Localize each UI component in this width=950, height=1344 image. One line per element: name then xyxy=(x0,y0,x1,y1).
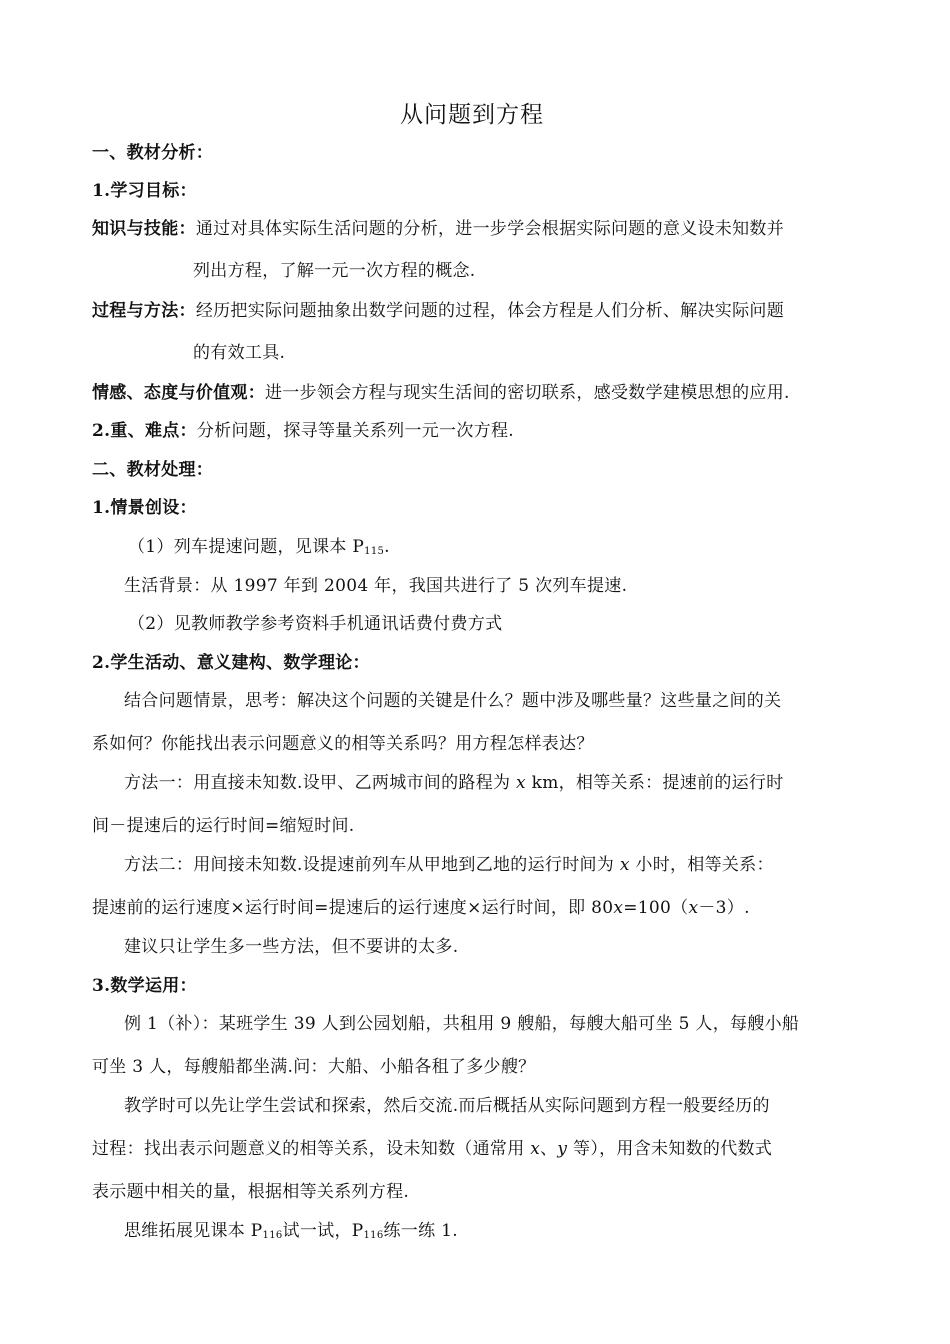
method-1-line-2: 间－提速后的运行时间=缩短时间. xyxy=(92,816,355,836)
teaching-separator: 、 xyxy=(540,1139,558,1159)
page-ref-subscript: 115 xyxy=(364,546,385,557)
teaching-text-a: 过程：找出表示问题意义的相等关系，设未知数（通常用 xyxy=(92,1139,531,1159)
keypoints-label: 2.重、难点： xyxy=(92,421,197,441)
extension-text-b: 试一试，P xyxy=(282,1221,364,1241)
process-line-1 xyxy=(92,300,784,322)
variable-x: x xyxy=(688,898,699,918)
subsection-heading-learning-goals: 1.学习目标： xyxy=(92,181,197,201)
process-label: 过程与方法： xyxy=(92,301,196,321)
keypoints-text: 分析问题，探寻等量关系列一元一次方程. xyxy=(196,421,514,441)
page-ref-subscript: 116 xyxy=(262,1230,283,1241)
extension-text-c: 练一练 1. xyxy=(383,1221,458,1241)
example-line-2: 可坐 3 人，每艘船都坐满.问：大船、小船各租了多少艘？ xyxy=(92,1057,536,1077)
emotion-text: 进一步领会方程与现实生活间的密切联系，感受数学建模思想的应用. xyxy=(265,383,790,403)
section-heading-2: 二、教材处理： xyxy=(92,460,214,480)
emotion-label: 情感、态度与价值观： xyxy=(92,383,265,403)
suggestion-line: 建议只让学生多一些方法，但不要讲的太多. xyxy=(124,937,459,957)
method-2-text-a: 方法二：用间接未知数.设提速前列车从甲地到乙地的运行时间为 xyxy=(124,855,620,875)
page-title: 从问题到方程 xyxy=(400,102,544,128)
teaching-line-1: 教学时可以先让学生尝试和探索，然后交流.而后概括从实际问题到方程一般要经历的 xyxy=(124,1096,770,1116)
knowledge-line-2: 列出方程，了解一元一次方程的概念. xyxy=(193,261,476,281)
method-2-line-2 xyxy=(92,897,750,919)
variable-x: x xyxy=(613,898,624,918)
method-1-line-1 xyxy=(124,772,784,794)
emotion-line xyxy=(92,382,790,404)
method-2-equation-text-a: 提速前的运行速度×运行时间=提速后的运行速度×运行时间，即 80 xyxy=(92,898,614,918)
scenario-item-1 xyxy=(128,536,390,558)
variable-x: x xyxy=(516,773,526,793)
teaching-line-2 xyxy=(92,1138,772,1160)
knowledge-line-1 xyxy=(92,218,784,240)
process-text: 经历把实际问题抽象出数学问题的过程，体会方程是人们分析、解决实际问题 xyxy=(195,301,785,321)
knowledge-label: 知识与技能： xyxy=(92,219,196,239)
think-line-1: 结合问题情景，思考：解决这个问题的关键是什么？题中涉及哪些量？这些量之间的关 xyxy=(124,691,782,711)
method-2-equation-text-b: =100（ xyxy=(623,898,689,918)
method-2-equation-text-c: －3）. xyxy=(698,898,750,918)
process-line-2: 的有效工具. xyxy=(193,343,286,363)
teaching-line-3: 表示题中相关的量，根据相等关系列方程. xyxy=(92,1182,410,1202)
scenario-background: 生活背景：从 1997 年到 2004 年，我国共进行了 5 次列车提速. xyxy=(124,576,628,596)
method-1-text-b: km，相等关系：提速前的运行时 xyxy=(525,773,784,793)
method-2-text-b: 小时，相等关系： xyxy=(629,855,774,875)
scenario-item-1-text: （1）列车提速问题，见课本 P xyxy=(128,537,365,557)
teaching-text-b: 等），用含未知数的代数式 xyxy=(567,1139,773,1159)
variable-y: y xyxy=(557,1139,568,1159)
scenario-item-1-end: . xyxy=(384,537,390,557)
subsection-heading-scenario: 1.情景创设： xyxy=(92,498,197,518)
example-line-1: 例 1（补）：某班学生 39 人到公园划船，共租用 9 艘船，每艘大船可坐 5 人，每艘小船 xyxy=(124,1014,800,1034)
keypoints-line xyxy=(92,420,514,442)
think-line-2: 系如何？你能找出表示问题意义的相等关系吗？用方程怎样表达？ xyxy=(92,734,594,754)
page-ref-subscript: 116 xyxy=(363,1230,384,1241)
extension-text-a: 思维拓展见课本 P xyxy=(124,1221,263,1241)
subsection-heading-application: 3.数学运用： xyxy=(92,976,197,996)
scenario-item-2: （2）见教师教学参考资料手机通讯话费付费方式 xyxy=(128,614,503,634)
method-2-line-1 xyxy=(124,854,774,876)
section-heading-1: 一、教材分析： xyxy=(92,143,214,163)
extension-line xyxy=(124,1220,458,1242)
subsection-heading-student-activity: 2.学生活动、意义建构、数学理论： xyxy=(92,653,370,673)
knowledge-text: 通过对具体实际生活问题的分析，进一步学会根据实际问题的意义设未知数并 xyxy=(195,219,785,239)
variable-x: x xyxy=(619,855,630,875)
variable-x: x xyxy=(530,1139,541,1159)
method-1-text-a: 方法一：用直接未知数.设甲、乙两城市间的路程为 xyxy=(124,773,517,793)
